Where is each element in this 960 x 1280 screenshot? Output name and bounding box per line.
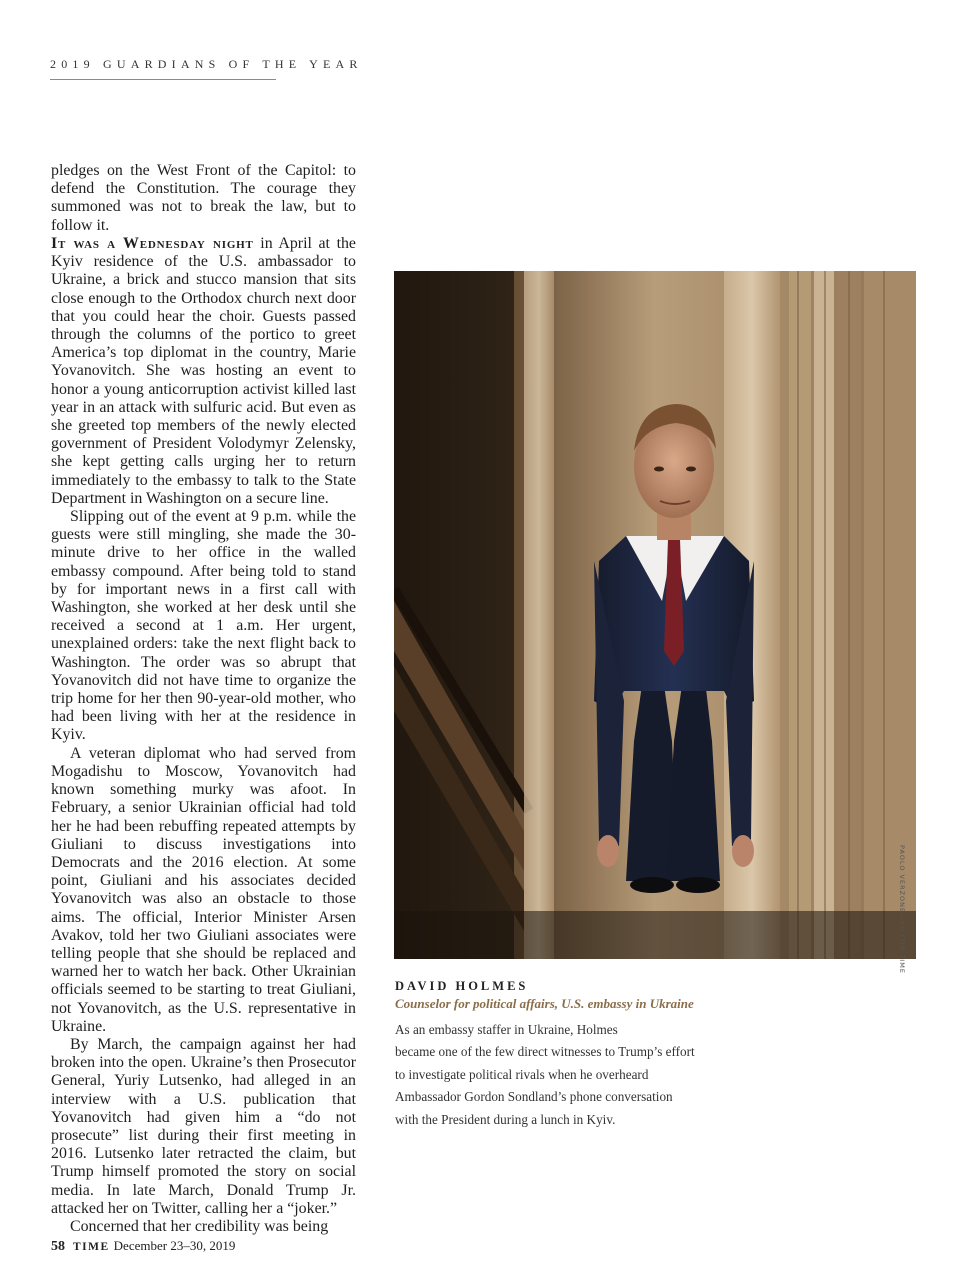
paragraph-1-text: in April at the Kyiv residence of the U.S. ambassador to Ukraine, a brick and stucco mansion that sits close enough to the Orthodox church next door that you could hear the choir. Guests passed through the columns of the portico to greet America’s top diplomat in the country, Marie Yovanovitch. She was hosting an event to honor a young anticorruption activist killed last year in an attack with sulfuric acid. But even as she greeted top members of the newly elected government of President Volodymyr Zelensky, she kept getting calls urging her to return immediately to the embassy to talk to the State Department in Washington on a secure line.	[51, 235, 356, 507]
article-paragraph-2: Slipping out of the event at 9 p.m. while the guests were still mingling, she made the 30-minute drive to her office in the walled embassy compound. After being told to stand by for important news in a first call with Washington, she worked at her desk until she received a second at 1 a.m. Her urgent, unexplained orders: take the next flight back to Washington. The order was so abrupt that Yovanovitch did not have time to organize the trip home for her then 90-year-old mother, who had been living with her at the residence in Kyiv.	[51, 508, 356, 744]
caption-line: Ambassador Gordon Sondland’s phone conversation	[395, 1089, 673, 1105]
lead-in: It was a Wednesday night	[51, 235, 254, 252]
caption-name: DAVID HOLMES	[395, 979, 529, 993]
caption-subtitle: Counselor for political affairs, U.S. embassy in Ukraine	[395, 996, 694, 1011]
portrait-illustration	[394, 271, 916, 959]
portrait-photo	[394, 271, 916, 959]
caption-line: to investigate political rivals when he overheard	[395, 1066, 649, 1082]
section-rule	[50, 79, 276, 80]
caption-line: with the President during a lunch in Kyiv.	[395, 1111, 616, 1127]
article-paragraph-5: Concerned that her credibility was being	[70, 1217, 329, 1235]
issue-date: December 23–30, 2019	[113, 1238, 236, 1253]
article-body	[51, 235, 356, 1236]
caption-body	[395, 1019, 735, 1131]
caption-line: became one of the few direct witnesses to Trump’s effort	[395, 1044, 695, 1060]
section-label: 2019 GUARDIANS OF THE YEAR	[50, 57, 363, 71]
page-number: 58	[51, 1239, 65, 1254]
intro-paragraph-block	[51, 162, 356, 235]
intro-paragraph: pledges on the West Front of the Capitol: to defend the Constitution. The courage they summoned was not to break the law, but to follow it.	[51, 162, 356, 234]
article-paragraph-1	[51, 235, 356, 508]
photo-credit: PAOLO VERZONE—VU FOR TIME	[898, 845, 906, 974]
caption-line: As an embassy staffer in Ukraine, Holmes	[395, 1022, 618, 1037]
article-paragraph-4: By March, the campaign against her had broken into the open. Ukraine’s then Prosecutor General, Yuriy Lutsenko, had alleged in an interview with a U.S. publication that Yovanovitch had given him a “do not prosecute” list during their first meeting in 2016. Lutsenko later retracted the claim, but Trump himself promoted the story on social media. In late March, Donald Trump Jr. attacked her on Twitter, calling her a “joker.”	[51, 1035, 356, 1217]
article-paragraph-3: A veteran diplomat who had served from Mogadishu to Moscow, Yovanovitch had known something murky was afoot. In February, a senior Ukrainian official had told her he had been rebuffing repeated attempts by Giuliani to discuss investigations into Democrats and the 2016 election. At some point, Giuliani and his associates decided Yovanovitch was also an obstacle to those aims. The official, Interior Minister Arsen Avakov, told her two Giuliani associates were telling people that she should be replaced and warned her to watch her back. Other Ukrainian officials seemed to be starting to treat Giuliani, not Yovanovitch, as the U.S. representative in Ukraine.	[51, 744, 356, 1035]
magazine-name: TIME	[73, 1241, 110, 1253]
page-footer	[51, 1237, 235, 1255]
